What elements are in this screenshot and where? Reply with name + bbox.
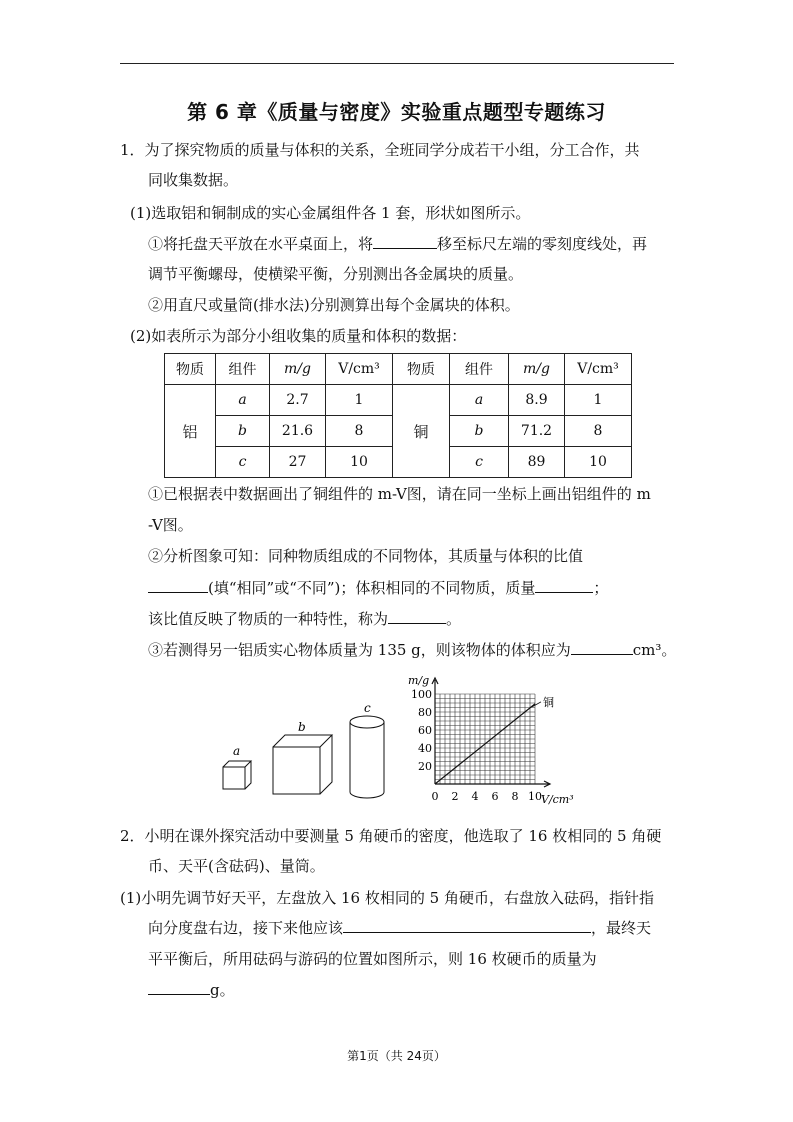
cube-b	[273, 747, 320, 794]
material-aluminum: 铝	[165, 385, 216, 478]
table-cell: 2.7	[270, 385, 326, 416]
q1-step1-text-b: 移至标尺左端的零刻度线处，再	[437, 235, 648, 253]
x-tick-label: 10	[528, 790, 542, 803]
x-tick-label: 6	[491, 790, 499, 803]
x-tick-label: 4	[471, 790, 479, 803]
y-tick-label: 60	[418, 724, 432, 737]
cube-a-edges	[223, 761, 251, 789]
page-title: 第 6 章《质量与密度》实验重点题型专题练习	[187, 100, 606, 124]
page-footer: 第1页（共 24页）	[347, 1049, 446, 1063]
y-tick-label: 40	[418, 742, 432, 755]
cylinder-c-top	[350, 716, 384, 728]
q1-task3-text-b: cm³。	[632, 641, 677, 659]
table-header: V/cm³	[326, 354, 393, 385]
table-cell: a	[450, 385, 509, 416]
table-cell: 21.6	[270, 416, 326, 447]
q2-text-b: ，最终天	[591, 919, 652, 937]
table-cell: b	[216, 416, 270, 447]
table-header-row	[165, 354, 632, 385]
q2-part1-cont2: 平平衡后，所用砝码与游码的位置如图所示，则 16 枚硬币的质量为	[148, 950, 597, 968]
cube-a	[223, 767, 245, 789]
answer-blank[interactable]	[343, 918, 591, 933]
table-cell: 89	[509, 447, 565, 478]
q1-line2: 同收集数据。	[148, 171, 239, 189]
label-c: c	[364, 701, 371, 715]
q2-line1: 2．小明在课外探究活动中要测量 5 角硬币的密度，他选取了 16 枚相同的 5 角硬	[120, 827, 662, 845]
answer-blank[interactable]	[148, 578, 208, 593]
table-cell: 8	[326, 416, 393, 447]
table-cell: c	[216, 447, 270, 478]
answer-blank[interactable]	[571, 640, 633, 655]
top-rule	[120, 63, 674, 64]
table-header: 组件	[450, 354, 509, 385]
label-a: a	[233, 744, 241, 758]
answer-blank[interactable]	[388, 609, 446, 624]
label-b: b	[298, 720, 306, 734]
table-cell: 10	[326, 447, 393, 478]
table-header: 组件	[216, 354, 270, 385]
q1-task2-text-d: 该比值反映了物质的一种特性，称为	[148, 610, 389, 628]
q1-task1: ①已根据表中数据画出了铜组件的 m-V图，请在同一坐标上画出铝组件的 m	[148, 485, 651, 503]
answer-blank[interactable]	[148, 980, 210, 995]
y-tick-label: 80	[418, 706, 432, 719]
metal-blocks-figure	[215, 700, 385, 805]
y-tick-label: 100	[411, 688, 432, 701]
table-cell: c	[450, 447, 509, 478]
x-axis-label: V/cm³	[541, 793, 574, 806]
q1-step1	[148, 234, 647, 254]
table-cell: 27	[270, 447, 326, 478]
copper-label-leader	[532, 702, 541, 707]
answer-blank[interactable]	[373, 234, 437, 249]
q1-task2-end	[148, 609, 461, 629]
table-cell: 8	[565, 416, 632, 447]
q2-part1-cont	[148, 918, 651, 938]
q1-part1: (1)选取铝和铜制成的实心金属组件各 1 套，形状如图所示。	[130, 204, 531, 222]
table-cell: 1	[565, 385, 632, 416]
q1-task3-text-a: ③若测得另一铝质实心物体质量为 135 g，则该物体的体积应为	[148, 641, 571, 659]
q1-task2-text-c: ；	[593, 579, 609, 597]
chart-grid	[435, 694, 535, 784]
table-header: m/g	[270, 354, 326, 385]
q2-text-c: g。	[210, 981, 235, 999]
table-cell: b	[450, 416, 509, 447]
table-cell: 8.9	[509, 385, 565, 416]
q2-part1: (1)小明先调节好天平，左盘放入 16 枚相同的 5 角硬币，右盘放入砝码，指针指	[120, 889, 654, 907]
table-cell: 10	[565, 447, 632, 478]
y-tick-label: 20	[418, 760, 432, 773]
q1-part2: (2)如表所示为部分小组收集的质量和体积的数据：	[130, 327, 467, 345]
q1-task1-cont: -V图。	[148, 516, 193, 534]
table-row	[165, 385, 632, 416]
table-header: 物质	[165, 354, 216, 385]
q2-part1-end	[148, 980, 235, 1000]
q1-step1-cont: 调节平衡螺母，使横梁平衡，分别测出各金属块的质量。	[148, 265, 524, 283]
table-header: V/cm³	[565, 354, 632, 385]
q1-step2: ②用直尺或量筒(排水法)分别测算出每个金属块的体积。	[148, 296, 520, 314]
table-cell: 1	[326, 385, 393, 416]
copper-series-label: 铜	[543, 695, 554, 709]
y-axis-label: m/g	[408, 674, 430, 687]
data-table	[164, 353, 632, 478]
material-copper: 铜	[393, 385, 450, 478]
x-tick-label: 0	[431, 790, 439, 803]
q1-line1: 1．为了探究物质的质量与体积的关系，全班同学分成若干小组，分工合作，共	[120, 141, 640, 159]
cube-b-edges	[273, 735, 332, 794]
q1-task2-text-e: 。	[446, 610, 462, 628]
table-header: 物质	[393, 354, 450, 385]
x-tick-label: 2	[451, 790, 459, 803]
cylinder-c-body	[350, 722, 384, 798]
table-cell: 71.2	[509, 416, 565, 447]
q1-task2: ②分析图象可知：同种物质组成的不同物体，其质量与体积的比值	[148, 547, 584, 565]
answer-blank[interactable]	[535, 578, 593, 593]
q2-line2: 币、天平(含砝码)、量筒。	[148, 857, 325, 875]
q1-task3	[148, 640, 676, 660]
q2-text-a: 向分度盘右边，接下来他应该	[148, 919, 344, 937]
q1-task2-text-b: (填“相同”或“不同”)；体积相同的不同物质，质量	[208, 579, 536, 597]
q1-task2-cont	[148, 578, 608, 598]
x-tick-label: 8	[511, 790, 519, 803]
m-v-chart	[400, 672, 590, 812]
q1-step1-text-a: ①将托盘天平放在水平桌面上，将	[148, 235, 374, 253]
table-cell: a	[216, 385, 270, 416]
table-header: m/g	[509, 354, 565, 385]
